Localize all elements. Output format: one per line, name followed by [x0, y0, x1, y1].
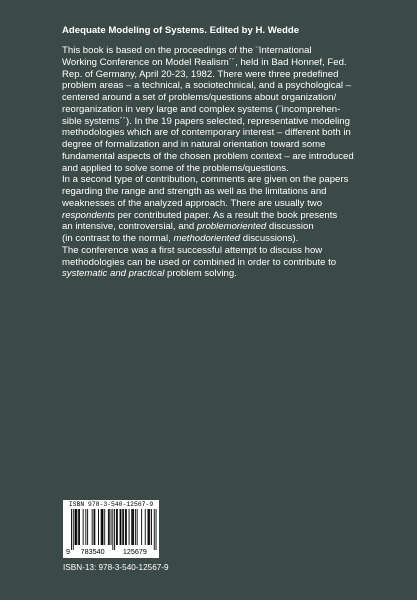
blurb-line [62, 186, 407, 198]
blurb [62, 45, 407, 280]
emphasized-text: problemoriented [196, 221, 267, 233]
blurb-line [62, 127, 407, 139]
emphasized-text: systematic and practical [62, 268, 165, 280]
text-run: centered around a set of problems/questions about organization/ [62, 92, 337, 103]
text-run: reorganization in very large and complex systems (¨incomprehen- [62, 103, 341, 115]
barcode-bar [141, 509, 142, 545]
barcode-bar [87, 509, 88, 545]
emphasized-text: respondents [62, 209, 115, 221]
barcode-bar [122, 509, 123, 545]
blurb-line [62, 257, 407, 269]
blurb-line [62, 233, 407, 245]
blurb-line [62, 198, 407, 210]
barcode-bar [149, 509, 150, 545]
blurb-line [62, 151, 407, 163]
barcode-bar [151, 509, 152, 545]
text-run: This book is based on the proceedings of the ¨International [62, 45, 312, 56]
blurb-line [62, 139, 407, 151]
text-run: fundamental aspects of the chosen problem context – are introduced [62, 150, 354, 162]
barcode-bar [103, 509, 104, 545]
barcode-bar [92, 509, 93, 545]
blurb-line [62, 104, 407, 116]
text-run: In a second type of contribution, comments are given on the papers [62, 174, 349, 186]
text-run: (in contrast to the normal, [62, 233, 174, 244]
barcode-bar [126, 509, 127, 545]
barcode-bar [132, 509, 133, 545]
barcode-bar [125, 509, 126, 545]
text-run: sible systems´´). In the 19 papers selected, representative modeling [62, 115, 350, 127]
blurb-line [62, 245, 407, 257]
emphasized-text: methodoriented [173, 233, 241, 244]
blurb-line [62, 92, 407, 104]
blurb-line [62, 163, 407, 175]
blurb-line [62, 80, 407, 92]
text-run: methodologies which are of contemporary interest – different both in [62, 127, 351, 139]
barcode [63, 500, 159, 558]
barcode-bar [76, 509, 77, 545]
blurb-line [62, 221, 407, 233]
barcode-bar [117, 509, 118, 545]
barcode-bar [131, 509, 132, 545]
barcode-bar [129, 509, 130, 545]
barcode-bar [78, 509, 79, 545]
barcode-bar [145, 509, 146, 545]
barcode-right-digits: 125679 [122, 547, 147, 556]
barcode-bar [83, 509, 84, 545]
barcode-bar [104, 509, 105, 545]
barcode-bar [121, 509, 122, 545]
barcode-bar [98, 509, 99, 545]
book-title: Adequate Modeling of Systems. Edited by H. Wedde [62, 25, 300, 36]
barcode-bar [75, 509, 76, 545]
text-run: weaknesses of the analyzed approach. There are usually two [62, 197, 323, 209]
barcode-bar [94, 509, 95, 545]
barcode-isbn-label: ISBN 978-3-540-12567-9 [68, 501, 154, 508]
text-run: discussion [266, 221, 314, 233]
text-run: regarding the range and strength as well as the limitations and [62, 186, 327, 197]
barcode-bar [85, 509, 86, 545]
text-run: methodologies can be used or combined in order to contribute to [62, 256, 337, 268]
barcode-bar [148, 509, 149, 545]
barcode-bar [71, 509, 72, 550]
blurb-line [62, 268, 407, 280]
barcode-bar [148, 509, 149, 545]
barcode-bar [102, 509, 103, 545]
blurb-line [62, 174, 407, 186]
blurb-paragraph [62, 174, 407, 245]
blurb-line [62, 116, 407, 128]
blurb-line [62, 57, 407, 69]
blurb-line [62, 45, 407, 57]
barcode-bar [135, 509, 136, 545]
isbn-13-label: ISBN-13: 978-3-540-12567-9 [63, 563, 169, 572]
barcode-bar [114, 509, 115, 550]
text-run: an intensive, controversial, and [62, 221, 197, 233]
text-run: The conference was a first successful attempt to discuss how [62, 244, 323, 256]
text-run: degree of formalization and in natural orientation toward some [62, 139, 326, 150]
barcode-bar [94, 509, 95, 545]
barcode-bar [120, 509, 121, 545]
barcode-bar [137, 509, 138, 545]
blurb-paragraph [62, 245, 407, 280]
barcode-bar [133, 509, 134, 545]
barcode-left-digits: 783540 [80, 547, 105, 556]
barcode-bar [111, 509, 112, 545]
blurb-paragraph [62, 45, 407, 174]
text-run: and applied to solve some of the problems/questions. [62, 162, 289, 174]
barcode-bar [112, 509, 113, 550]
barcode-bar [109, 509, 110, 545]
barcode-bar [116, 509, 117, 545]
barcode-bar [123, 509, 124, 545]
barcode-bar [156, 509, 157, 550]
text-run: Working Conference on Model Realism´´, held in Bad Honnef, Fed. [62, 56, 347, 68]
barcode-bar [108, 509, 109, 545]
barcode-bar [79, 509, 80, 545]
barcode-bar [73, 509, 74, 550]
barcode-bar [154, 509, 155, 550]
barcode-bar [101, 509, 102, 545]
barcode-first-digit: 9 [66, 547, 70, 556]
blurb-line [62, 69, 407, 81]
text-run: problem areas – a technical, a sociotechnical, and a psychological – [62, 80, 352, 92]
text-run: per contributed paper. As a result the book presents [114, 209, 338, 221]
blurb-line [62, 210, 407, 222]
text-run: discussions). [240, 233, 299, 244]
text-run: Rep. of Germany, April 20-23, 1982. There were three predefined [62, 68, 339, 80]
text-run: problem solving. [164, 268, 237, 280]
barcode-bar [76, 509, 77, 545]
